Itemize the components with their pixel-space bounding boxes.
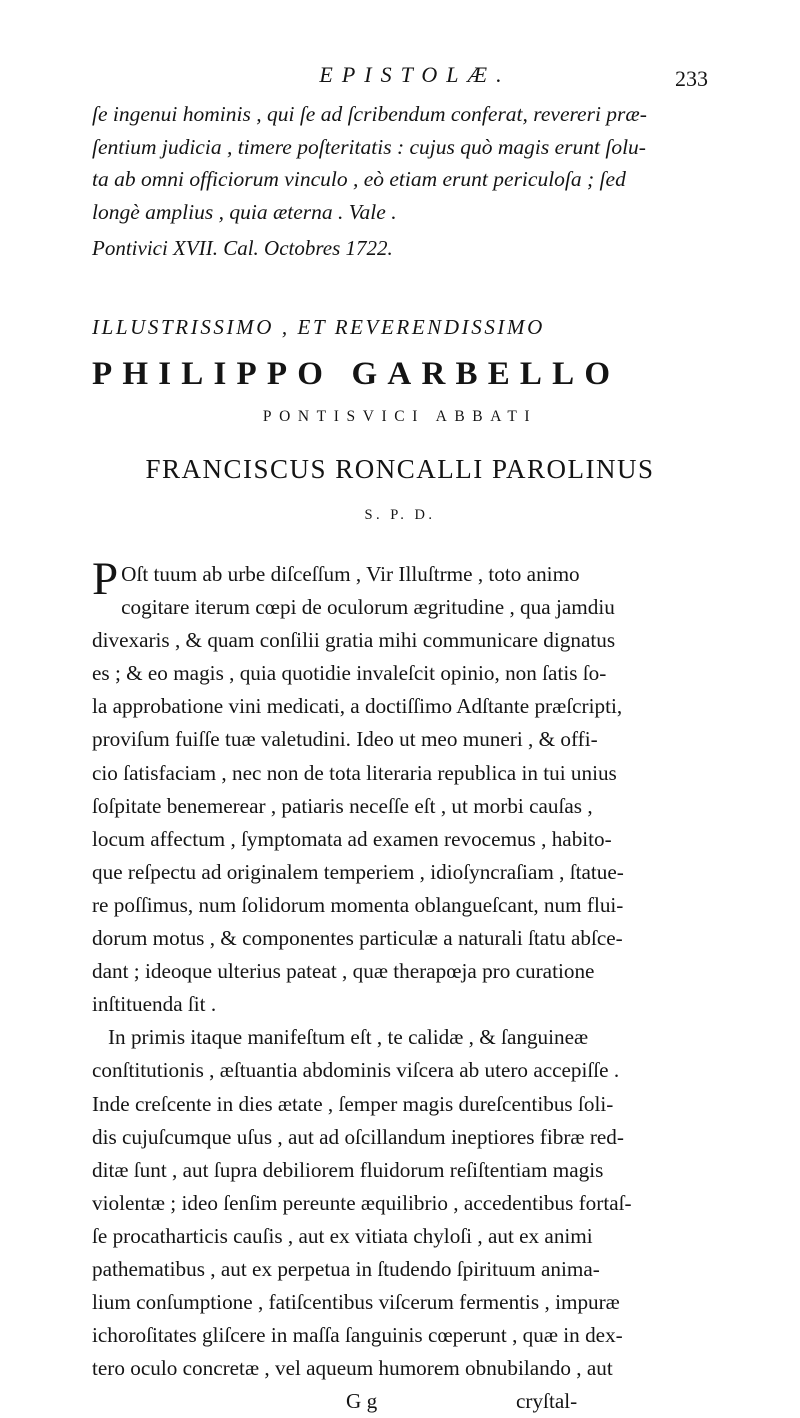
body-line: tero oculo concretæ , vel aqueum humorem obnubilando , aut — [92, 1356, 613, 1381]
address-honorific: ILLUSTRISSIMO , ET REVERENDISSIMO — [92, 315, 545, 339]
page-number: 233 — [675, 66, 708, 91]
body-line: re poſſimus, num ſolidorum momenta oblangueſcant, num flui- — [92, 892, 624, 917]
previous-letter-closing — [92, 98, 712, 228]
signature-mark: G g — [346, 1389, 378, 1414]
drop-cap: P — [92, 553, 119, 605]
running-head — [0, 62, 800, 96]
body-line: pathematibus , aut ex perpetua in ſtudendo ſpirituum anima- — [92, 1256, 600, 1281]
body-line: ichoroſitates gliſcere in maſſa ſanguinis cœperunt , quæ in dex- — [92, 1323, 623, 1348]
body-line: In primis itaque manifeſtum eſt , te calidæ , & ſanguineæ — [108, 1025, 589, 1050]
body-line: cio ſatisfaciam , nec non de tota literaria republica in tui unius — [92, 760, 617, 785]
salutation: S. P. D. — [364, 507, 436, 523]
closing-line: ſentium judicia , timere poſteritatis : cujus quò magis erunt ſolu- — [92, 134, 646, 159]
dateline: Pontivici XVII. Cal. Octobres 1722. — [92, 236, 393, 260]
body-line: ſe procatharticis cauſis , aut ex vitiata chyloſi , aut ex animi — [92, 1223, 593, 1248]
body-line: proviſum fuiſſe tuæ valetudini. Ideo ut meo muneri , & offi- — [92, 727, 598, 752]
running-title: EPISTOLÆ. — [319, 62, 511, 87]
page-footer — [92, 1385, 717, 1418]
body-line: conſtitutionis , æſtuantia abdominis viſcera ab utero accepiſſe . — [92, 1058, 620, 1083]
body-line: Inde creſcente in dies ætate , ſemper magis dureſcentibus ſoli- — [92, 1091, 614, 1116]
body-line: divexaris , & quam conſilii gratia mihi communicare dignatus — [92, 628, 616, 653]
body-line: ditæ ſunt , aut ſupra debiliorem fluidorum reſiſtentiam magis — [92, 1157, 604, 1182]
body-line: dis cujuſcumque uſus , aut ad oſcillandum ineptiores fibræ red- — [92, 1124, 624, 1149]
body-line: cogitare iterum cœpi de oculorum ægritudine , qua jamdiu — [121, 595, 615, 620]
body-line: ſoſpitate benemerear , patiaris neceſſe eſt , ut morbi cauſas , — [92, 793, 593, 818]
body-line: dant ; ideoque ulterius pateat , quæ therapœja pro curatione — [92, 959, 595, 984]
body-line: Oſt tuum ab urbe diſceſſum , Vir Illuſtrme , toto animo — [121, 562, 580, 586]
closing-line: ſe ingenui hominis , qui ſe ad ſcribendum conferat, revereri præ- — [92, 102, 647, 126]
letter-body — [92, 553, 717, 1418]
address-recipient-name: PHILIPPO GARBELLO — [92, 356, 621, 392]
body-line: la approbatione vini medicati, a doctiſſimo Adſtante præſcripti, — [92, 694, 623, 719]
body-line: inſtituenda ſit . — [92, 992, 217, 1017]
letter-author: FRANCISCUS RONCALLI PAROLINUS — [145, 454, 655, 484]
closing-line: longè amplius , quia æterna . Vale . — [92, 199, 397, 224]
body-line: violentæ ; ideo ſenſim pereunte æquilibrio , accedentibus fortaſ- — [92, 1190, 632, 1215]
body-line: locum affectum , ſymptomata ad examen revocemus , habito- — [92, 826, 612, 851]
body-line: es ; & eo magis , quia quotidie invaleſcit opinio, non ſatis ſo- — [92, 661, 607, 686]
body-line: dorum motus , & componentes particulæ a naturali ſtatu abſce- — [92, 926, 623, 951]
address-recipient-title: PONTISVICI ABBATI — [262, 408, 538, 425]
catchword: cryſtal- — [516, 1389, 578, 1414]
body-line: lium conſumptione , fatiſcentibus viſcerum fermentis , impuræ — [92, 1290, 620, 1315]
closing-line: ta ab omni officiorum vinculo , eò etiam erunt periculoſa ; ſed — [92, 167, 626, 191]
body-line: que reſpectu ad originalem temperiem , idioſyncraſiam , ſtatue- — [92, 859, 624, 884]
